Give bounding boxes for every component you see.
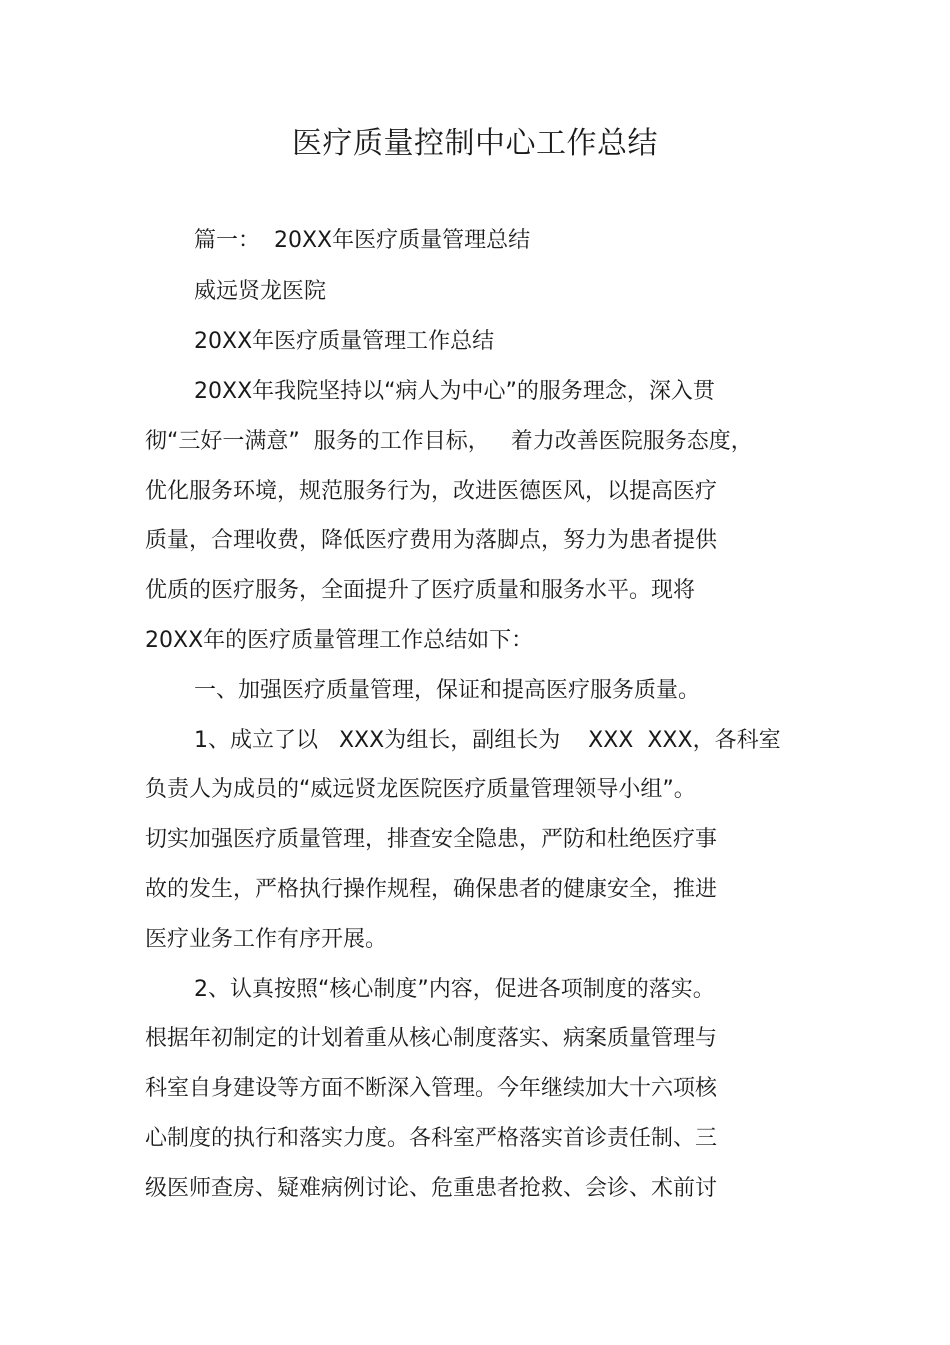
- paragraph-line: 医疗业务工作有序开展。: [145, 927, 388, 952]
- paragraph-line: 故的发生，严格执行操作规程，确保患者的健康安全，推进: [145, 877, 718, 902]
- paragraph-line: 优质的医疗服务，全面提升了医疗质量和服务水平。现将: [145, 578, 696, 603]
- subtitle: 20XX年医疗质量管理工作总结: [194, 329, 495, 354]
- paragraph-line: 级医师查房、疑难病例讨论、危重患者抢救、会诊、术前讨: [145, 1176, 718, 1201]
- paragraph-line: 彻“三好一满意” 服务的工作目标， 着力改善医院服务态度，: [145, 429, 753, 454]
- paragraph-line: 20XX年我院坚持以“病人为中心”的服务理念，深入贯: [194, 379, 715, 404]
- section-heading: 一、加强医疗质量管理，保证和提高医疗服务质量。: [194, 678, 701, 703]
- paragraph-line: 优化服务环境，规范服务行为，改进医德医风，以提高医疗: [145, 479, 718, 504]
- paragraph-line: 2、认真按照“核心制度”内容，促进各项制度的落实。: [194, 977, 715, 1002]
- paragraph-line: 负责人为成员的“威远贤龙医院医疗质量管理领导小组”。: [145, 777, 696, 802]
- paragraph-line: 科室自身建设等方面不断深入管理。今年继续加大十六项核: [145, 1076, 718, 1101]
- paragraph-line: 根据年初制定的计划着重从核心制度落实、病案质量管理与: [145, 1026, 718, 1051]
- paragraph-line: 切实加强医疗质量管理，排查安全隐患，严防和杜绝医疗事: [145, 827, 718, 852]
- paragraph-line: 质量，合理收费，降低医疗费用为落脚点，努力为患者提供: [145, 528, 718, 553]
- paragraph-line: 20XX年的医疗质量管理工作总结如下：: [145, 628, 534, 653]
- paragraph-line: 心制度的执行和落实力度。各科室严格落实首诊责任制、三: [145, 1126, 718, 1151]
- section-heading: 篇一： 20XX年医疗质量管理总结: [194, 228, 531, 253]
- hospital-name: 威远贤龙医院: [194, 279, 327, 304]
- document-title: 医疗质量控制中心工作总结: [292, 126, 658, 161]
- paragraph-line: 1、成立了以 XXX为组长，副组长为 XXX XXX，各科室: [194, 728, 781, 753]
